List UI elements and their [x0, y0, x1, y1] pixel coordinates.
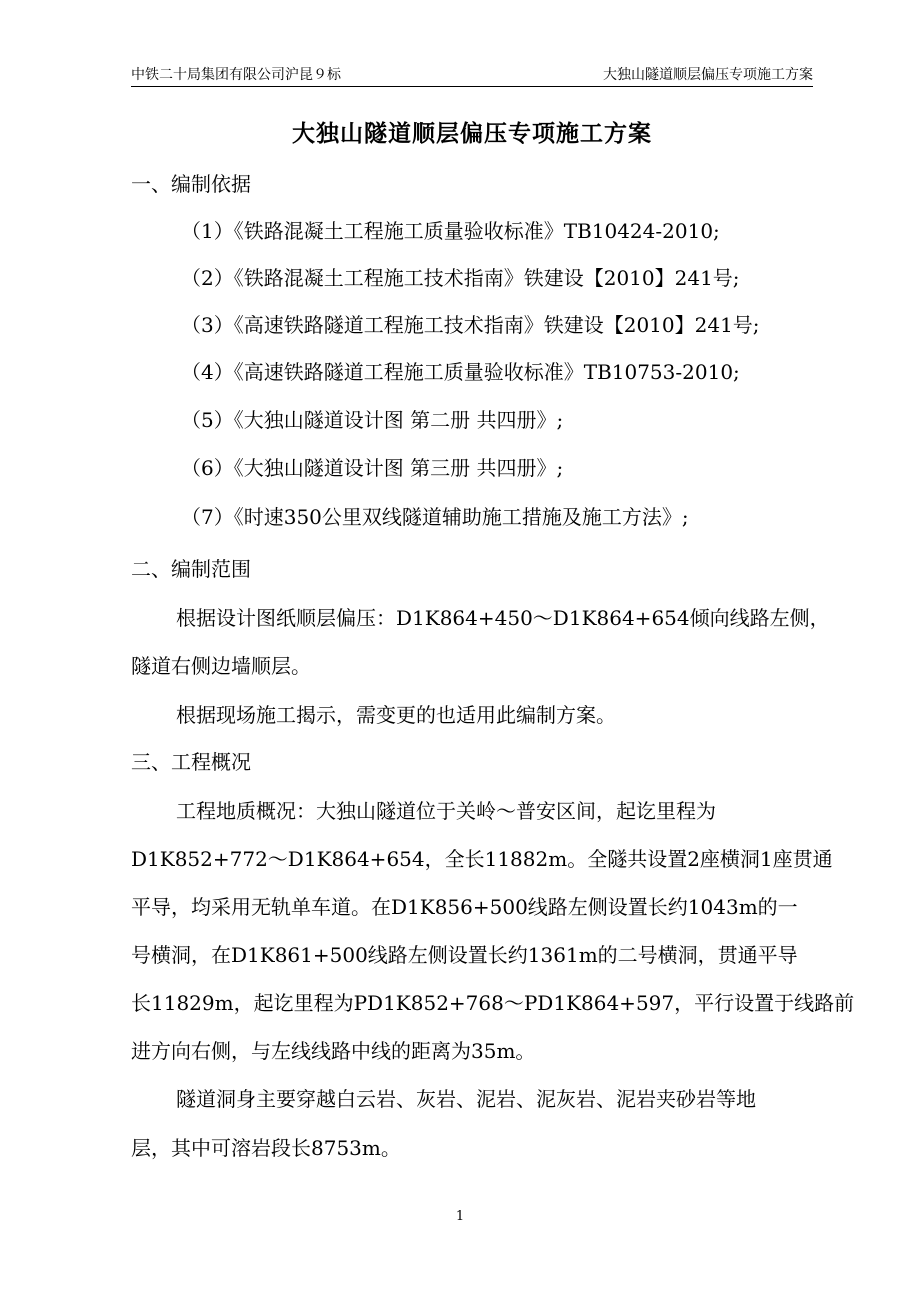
scope-paragraph-line-2: 隧道右侧边墙顺层。 [131, 654, 311, 678]
geology-paragraph-line-2: 层，其中可溶岩段长8753m。 [131, 1136, 401, 1160]
header-doc-title: 大独山隧道顺层偏压专项施工方案 [603, 67, 813, 83]
section-heading-scope: 二、编制范围 [131, 557, 251, 581]
section-heading-overview: 三、工程概况 [131, 750, 251, 774]
overview-paragraph-line-4: 号横洞，在D1K861+500线路左侧设置长约1361m的二号横洞，贯通平导 [131, 943, 798, 967]
overview-paragraph-line-6: 进方向右侧，与左线线路中线的距离为35m。 [131, 1039, 536, 1063]
header-company: 中铁二十局集团有限公司沪昆９标 [131, 67, 341, 83]
section-heading-basis: 一、编制依据 [131, 172, 251, 196]
reference-item-7: （7）《时速350公里双线隧道辅助施工措施及施工方法》; [181, 505, 689, 529]
document-title: 大独山隧道顺层偏压专项施工方案 [292, 120, 652, 147]
reference-item-2: （2）《铁路混凝土工程施工技术指南》铁建设【2010】241号; [181, 266, 740, 290]
overview-paragraph-line-1: 工程地质概况：大独山隧道位于关岭～普安区间，起讫里程为 [176, 799, 716, 823]
page-header [131, 66, 813, 87]
reference-item-3: （3）《高速铁路隧道工程施工技术指南》铁建设【2010】241号; [181, 313, 760, 337]
page-number: 1 [455, 1209, 465, 1224]
geology-paragraph-line-1: 隧道洞身主要穿越白云岩、灰岩、泥岩、泥灰岩、泥岩夹砂岩等地 [176, 1087, 756, 1111]
reference-item-1: （1）《铁路混凝土工程施工质量验收标准》TB10424-2010; [181, 219, 720, 243]
scope-paragraph-line-1: 根据设计图纸顺层偏压：D1K864+450～D1K864+654倾向线路左侧， [176, 606, 830, 630]
reference-item-4: （4）《高速铁路隧道工程施工质量验收标准》TB10753-2010; [181, 360, 740, 384]
overview-paragraph-line-3: 平导，均采用无轨单车道。在D1K856+500线路左侧设置长约1043m的一 [131, 895, 798, 919]
overview-paragraph-line-2: D1K852+772～D1K864+654，全长11882m。全隧共设置2座横洞1座贯通 [131, 847, 833, 871]
overview-paragraph-line-5: 长11829m，起讫里程为PD1K852+768～PD1K864+597，平行设置于线路前 [131, 991, 855, 1015]
scope-paragraph-2: 根据现场施工揭示，需变更的也适用此编制方案。 [176, 703, 616, 727]
reference-item-6: （6）《大独山隧道设计图 第三册 共四册》; [181, 456, 564, 480]
reference-item-5: （5）《大独山隧道设计图 第二册 共四册》; [181, 408, 564, 432]
